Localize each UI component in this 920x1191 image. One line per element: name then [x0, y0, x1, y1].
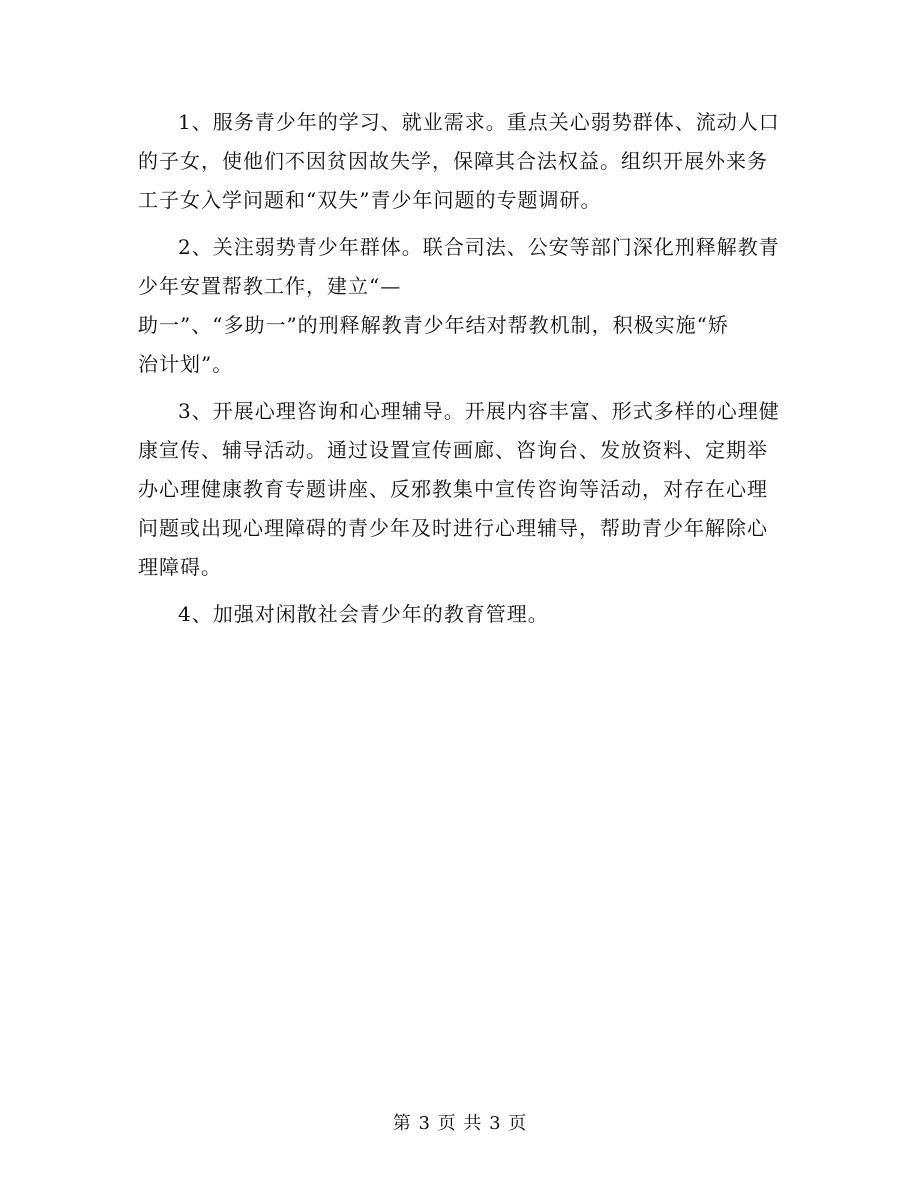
paragraph-1 — [138, 103, 788, 220]
paragraph-3 — [138, 392, 788, 587]
paragraph-line: 2、关注弱势青少年群体。联合司法、公安等部门深化刑释解教青 — [178, 235, 780, 259]
paragraph-line: 工子女入学问题和“双失”青少年问题的专题调研。 — [138, 188, 602, 212]
paragraph-line: 康宣传、辅导活动。通过设置宣传画廊、咨询台、发放资料、定期举 — [138, 438, 768, 462]
paragraph-line: 办心理健康教育专题讲座、反邪教集中宣传咨询等活动，对存在心理 — [138, 477, 768, 501]
paragraph-line: 理障碍。 — [138, 555, 222, 579]
paragraph-line: 4、加强对闲散社会青少年的教育管理。 — [178, 602, 549, 626]
paragraph-line: 的子女，使他们不因贫因故失学，保障其合法权益。组织开展外来务 — [138, 149, 768, 173]
paragraph-line: 少年安置帮教工作，建立“— — [138, 274, 402, 298]
paragraph-line: 3、开展心理咨询和心理辅导。开展内容丰富、形式多样的心理健 — [178, 399, 780, 423]
document-body — [138, 103, 788, 642]
paragraph-line: 助一”、“多助一”的刑释解教青少年结对帮教机制，积极实施“矫 — [138, 313, 729, 337]
paragraph-line: 1、服务青少年的学习、就业需求。重点关心弱势群体、流动人口 — [178, 110, 780, 134]
page-number-footer: 第 3 页 共 3 页 — [392, 1113, 528, 1134]
paragraph-line: 治计划”。 — [138, 352, 234, 376]
paragraph-2 — [138, 228, 788, 384]
paragraph-4 — [138, 595, 788, 634]
paragraph-line: 问题或出现心理障碍的青少年及时进行心理辅导，帮助青少年解除心 — [138, 516, 768, 540]
